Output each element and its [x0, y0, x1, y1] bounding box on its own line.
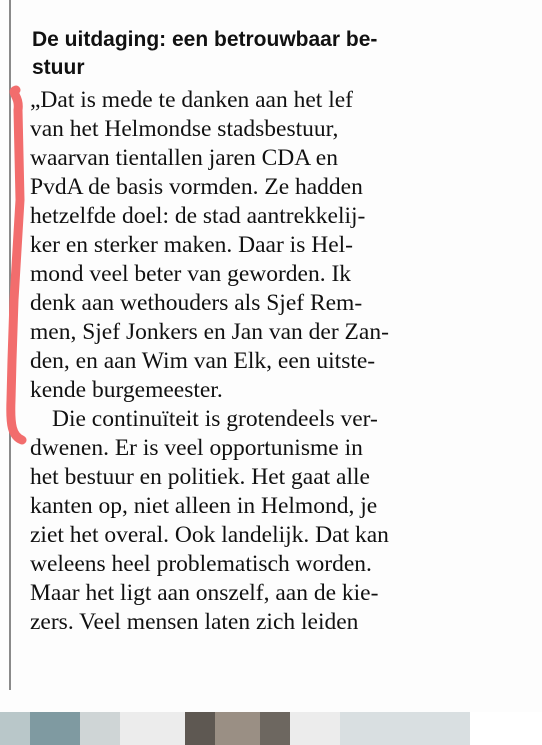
photo-fragment: [340, 712, 470, 745]
body-line: ker en sterker maken. Daar is Hel-: [30, 232, 353, 258]
body-line: dwenen. Er is veel opportunisme in: [30, 435, 363, 461]
body-line: men, Sjef Jonkers en Jan van der Zan-: [30, 319, 389, 345]
article-heading: [32, 26, 452, 82]
body-line: Die continuïteit is grotendeels ver-: [52, 406, 378, 432]
body-line: weleens heel problematisch worden.: [30, 551, 372, 577]
body-line: ziet het overal. Ook landelijk. Dat kan: [30, 522, 389, 548]
photo-fragment: [215, 712, 260, 745]
photo-fragment: [0, 712, 30, 745]
photo-strip: [0, 712, 542, 745]
body-line: den, en aan Wim van Elk, een uitste-: [30, 348, 376, 374]
photo-fragment: [30, 712, 80, 745]
body-line: PvdA de basis vormden. Ze hadden: [30, 174, 363, 200]
photo-fragment: [80, 712, 120, 745]
heading-line: De uitdaging: een betrouwbaar be-: [32, 28, 378, 51]
photo-fragment: [185, 712, 215, 745]
body-line: zers. Veel mensen laten zich leiden: [30, 609, 359, 635]
photo-fragment: [260, 712, 290, 745]
article-body: [30, 86, 500, 637]
heading-line: stuur: [32, 56, 85, 79]
body-line: „Dat is mede te danken aan het lef: [30, 87, 353, 113]
body-line: hetzelfde doel: de stad aantrekkelij-: [30, 203, 366, 229]
photo-fragment: [470, 712, 542, 745]
body-line: van het Helmondse stadsbestuur,: [30, 116, 339, 142]
body-line: Maar het ligt aan onszelf, aan de kie-: [30, 580, 379, 606]
body-line: het bestuur en politiek. Het gaat alle: [30, 464, 370, 490]
body-line: waarvan tientallen jaren CDA en: [30, 145, 338, 171]
column-rule: [9, 0, 11, 690]
body-line: mond veel beter van geworden. Ik: [30, 261, 352, 287]
body-line: kende burgemeester.: [30, 377, 223, 403]
body-line: denk aan wethouders als Sjef Rem-: [30, 290, 363, 316]
body-line: kanten op, niet alleen in Helmond, je: [30, 493, 378, 519]
